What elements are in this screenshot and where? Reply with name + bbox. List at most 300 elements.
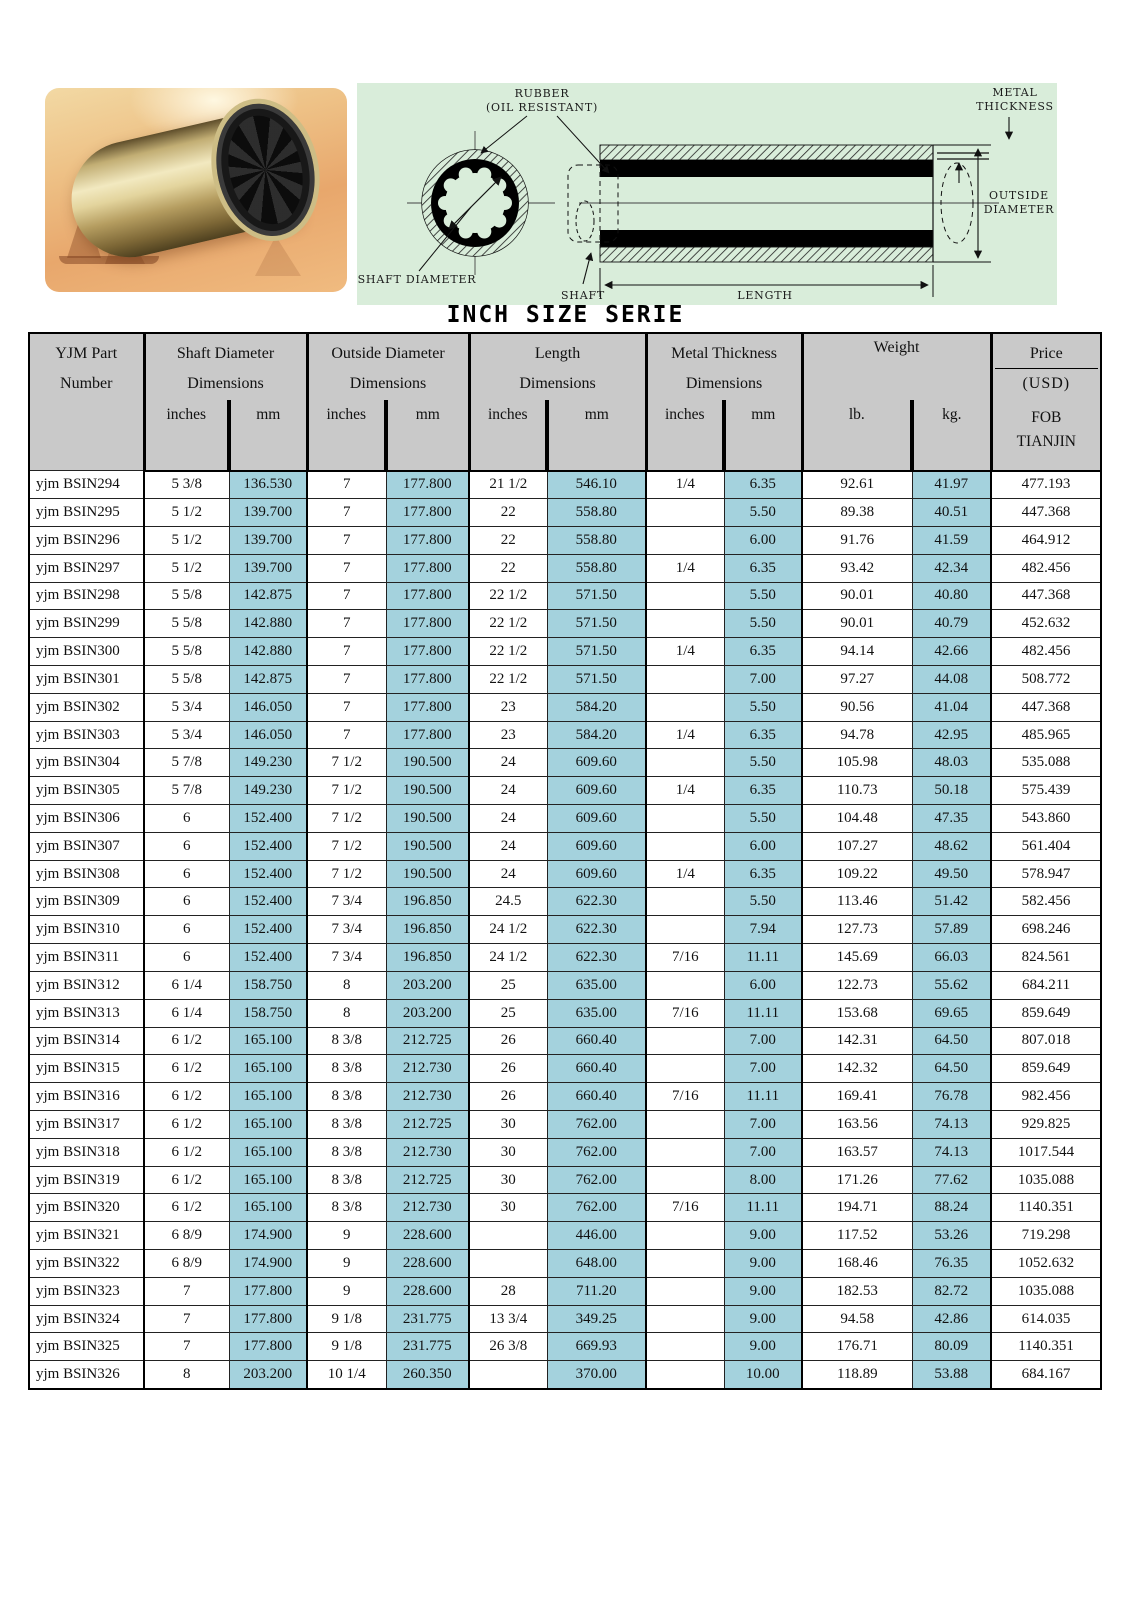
cell-outside-diameter-inches: 8 3/8 — [307, 1055, 386, 1083]
rubber-label-2: (OIL RESISTANT) — [485, 101, 599, 114]
cell-shaft-diameter-inches: 6 1/2 — [144, 1110, 229, 1138]
cell-metal-thickness-mm: 6.35 — [724, 471, 802, 499]
cell-outside-diameter-inches: 7 — [307, 665, 386, 693]
cell-shaft-diameter-mm: 142.875 — [229, 665, 307, 693]
cell-weight-lb: 94.58 — [802, 1305, 912, 1333]
cell-metal-thickness-inches — [646, 1222, 724, 1250]
cell-metal-thickness-mm: 5.50 — [724, 749, 802, 777]
cell-outside-diameter-mm: 177.800 — [386, 499, 469, 527]
cell-outside-diameter-mm: 190.500 — [386, 777, 469, 805]
cell-length-mm: 571.50 — [547, 665, 646, 693]
cell-shaft-diameter-mm: 152.400 — [229, 860, 307, 888]
cell-price-usd: 807.018 — [991, 1027, 1101, 1055]
cell-weight-lb: 153.68 — [802, 999, 912, 1027]
part-header-line1: YJM Part — [55, 345, 118, 362]
table-row — [29, 944, 1101, 972]
cell-shaft-diameter-inches: 6 1/4 — [144, 971, 229, 999]
table-row — [29, 1166, 1101, 1194]
cell-part-number: yjm BSIN313 — [29, 999, 144, 1027]
cell-part-number: yjm BSIN324 — [29, 1305, 144, 1333]
cell-weight-lb: 110.73 — [802, 777, 912, 805]
cell-weight-lb: 142.31 — [802, 1027, 912, 1055]
cell-part-number: yjm BSIN298 — [29, 582, 144, 610]
cell-weight-lb: 92.61 — [802, 471, 912, 499]
page-title: INCH SIZE SERIE — [446, 302, 685, 328]
cell-length-inches: 22 — [469, 526, 547, 554]
cell-weight-kg: 53.88 — [912, 1361, 991, 1389]
table-row — [29, 1250, 1101, 1278]
cell-outside-diameter-mm: 203.200 — [386, 999, 469, 1027]
cell-shaft-diameter-mm: 136.530 — [229, 471, 307, 499]
cell-metal-thickness-inches: 1/4 — [646, 721, 724, 749]
cell-price-usd: 447.368 — [991, 499, 1101, 527]
cell-metal-thickness-inches: 7/16 — [646, 999, 724, 1027]
cell-weight-kg: 41.04 — [912, 693, 991, 721]
cell-price-usd: 859.649 — [991, 999, 1101, 1027]
cell-shaft-diameter-mm: 139.700 — [229, 526, 307, 554]
cell-outside-diameter-inches: 9 — [307, 1250, 386, 1278]
cell-weight-kg: 57.89 — [912, 916, 991, 944]
table-row — [29, 471, 1101, 499]
cell-weight-kg: 53.26 — [912, 1222, 991, 1250]
cell-length-inches — [469, 1222, 547, 1250]
cell-length-inches: 26 — [469, 1083, 547, 1111]
cell-price-usd: 578.947 — [991, 860, 1101, 888]
cell-shaft-diameter-mm: 158.750 — [229, 971, 307, 999]
cell-length-mm: 584.20 — [547, 721, 646, 749]
cell-part-number: yjm BSIN314 — [29, 1027, 144, 1055]
cell-weight-kg: 50.18 — [912, 777, 991, 805]
table-row — [29, 1222, 1101, 1250]
cell-length-mm: 558.80 — [547, 526, 646, 554]
cell-shaft-diameter-inches: 5 1/2 — [144, 499, 229, 527]
cell-shaft-diameter-mm: 152.400 — [229, 916, 307, 944]
subheader-metal-mm: mm — [724, 400, 802, 471]
cell-metal-thickness-inches — [646, 1361, 724, 1389]
col-header-shaft-diameter: Shaft Diameter Dimensions — [144, 333, 307, 400]
cell-weight-lb: 122.73 — [802, 971, 912, 999]
cell-shaft-diameter-inches: 6 — [144, 916, 229, 944]
cell-metal-thickness-mm: 11.11 — [724, 999, 802, 1027]
cell-outside-diameter-mm: 190.500 — [386, 805, 469, 833]
cell-outside-diameter-mm: 228.600 — [386, 1222, 469, 1250]
cell-weight-lb: 163.57 — [802, 1138, 912, 1166]
cell-price-usd: 535.088 — [991, 749, 1101, 777]
cell-weight-kg: 77.62 — [912, 1166, 991, 1194]
cell-outside-diameter-mm: 212.725 — [386, 1027, 469, 1055]
cell-part-number: yjm BSIN306 — [29, 805, 144, 833]
cell-weight-lb: 93.42 — [802, 554, 912, 582]
cell-part-number: yjm BSIN310 — [29, 916, 144, 944]
cell-metal-thickness-mm: 6.00 — [724, 526, 802, 554]
cell-outside-diameter-mm: 196.850 — [386, 888, 469, 916]
cell-length-inches: 23 — [469, 721, 547, 749]
cell-price-usd: 684.167 — [991, 1361, 1101, 1389]
cell-metal-thickness-mm: 9.00 — [724, 1333, 802, 1361]
cell-weight-lb: 145.69 — [802, 944, 912, 972]
cell-part-number: yjm BSIN302 — [29, 693, 144, 721]
cell-metal-thickness-mm: 11.11 — [724, 1194, 802, 1222]
cell-shaft-diameter-mm: 149.230 — [229, 749, 307, 777]
col-header-length: Length Dimensions — [469, 333, 646, 400]
cell-part-number: yjm BSIN303 — [29, 721, 144, 749]
cell-metal-thickness-mm: 6.00 — [724, 971, 802, 999]
cell-length-mm: 762.00 — [547, 1194, 646, 1222]
subheader-shaft-inches: inches — [144, 400, 229, 471]
bushing-section-drawing — [357, 83, 1057, 305]
cell-length-inches: 30 — [469, 1194, 547, 1222]
cell-length-mm: 660.40 — [547, 1055, 646, 1083]
cell-outside-diameter-inches: 7 1/2 — [307, 777, 386, 805]
cell-price-usd: 1140.351 — [991, 1333, 1101, 1361]
table-row — [29, 693, 1101, 721]
cell-price-usd: 561.404 — [991, 832, 1101, 860]
table-row — [29, 665, 1101, 693]
cell-length-mm: 609.60 — [547, 805, 646, 833]
cell-length-inches: 24 1/2 — [469, 944, 547, 972]
cell-outside-diameter-mm: 177.800 — [386, 526, 469, 554]
cell-shaft-diameter-inches: 6 — [144, 888, 229, 916]
cell-length-mm: 660.40 — [547, 1083, 646, 1111]
cell-length-inches: 26 — [469, 1027, 547, 1055]
cell-outside-diameter-inches: 7 3/4 — [307, 916, 386, 944]
cell-shaft-diameter-inches: 6 — [144, 832, 229, 860]
cell-price-usd: 447.368 — [991, 693, 1101, 721]
cell-length-mm: 349.25 — [547, 1305, 646, 1333]
cell-shaft-diameter-mm: 142.880 — [229, 638, 307, 666]
cell-length-inches: 30 — [469, 1138, 547, 1166]
cell-length-inches: 24 — [469, 777, 547, 805]
shaft-label: SHAFT — [560, 289, 606, 302]
cell-outside-diameter-inches: 7 — [307, 582, 386, 610]
cell-weight-kg: 82.72 — [912, 1277, 991, 1305]
cell-length-mm: 370.00 — [547, 1361, 646, 1389]
cell-shaft-diameter-inches: 7 — [144, 1277, 229, 1305]
cell-length-mm: 558.80 — [547, 554, 646, 582]
cell-shaft-diameter-mm: 139.700 — [229, 554, 307, 582]
cell-metal-thickness-inches — [646, 805, 724, 833]
cell-outside-diameter-inches: 8 3/8 — [307, 1166, 386, 1194]
cell-length-inches: 13 3/4 — [469, 1305, 547, 1333]
cell-weight-lb: 109.22 — [802, 860, 912, 888]
cell-length-mm: 635.00 — [547, 971, 646, 999]
table-row — [29, 554, 1101, 582]
cell-outside-diameter-inches: 8 3/8 — [307, 1194, 386, 1222]
cell-part-number: yjm BSIN312 — [29, 971, 144, 999]
cell-metal-thickness-inches — [646, 1138, 724, 1166]
table-row — [29, 1110, 1101, 1138]
cell-length-inches: 28 — [469, 1277, 547, 1305]
cell-outside-diameter-mm: 177.800 — [386, 610, 469, 638]
cell-length-inches: 22 — [469, 499, 547, 527]
table-row — [29, 526, 1101, 554]
cell-shaft-diameter-inches: 5 3/8 — [144, 471, 229, 499]
cell-outside-diameter-mm: 231.775 — [386, 1305, 469, 1333]
cell-length-inches: 24 — [469, 805, 547, 833]
cell-price-usd: 684.211 — [991, 971, 1101, 999]
cell-part-number: yjm BSIN326 — [29, 1361, 144, 1389]
cell-outside-diameter-inches: 7 1/2 — [307, 749, 386, 777]
table-row — [29, 1083, 1101, 1111]
cell-metal-thickness-mm: 7.00 — [724, 1110, 802, 1138]
cell-price-usd: 482.456 — [991, 554, 1101, 582]
cell-weight-kg: 40.79 — [912, 610, 991, 638]
cell-metal-thickness-mm: 11.11 — [724, 944, 802, 972]
cell-length-mm: 609.60 — [547, 777, 646, 805]
cell-weight-kg: 69.65 — [912, 999, 991, 1027]
cell-part-number: yjm BSIN311 — [29, 944, 144, 972]
cell-outside-diameter-inches: 7 3/4 — [307, 888, 386, 916]
cell-weight-lb: 91.76 — [802, 526, 912, 554]
cell-part-number: yjm BSIN320 — [29, 1194, 144, 1222]
cell-metal-thickness-mm: 6.35 — [724, 638, 802, 666]
cell-length-mm: 609.60 — [547, 832, 646, 860]
cell-weight-kg: 64.50 — [912, 1055, 991, 1083]
cell-part-number: yjm BSIN317 — [29, 1110, 144, 1138]
cell-part-number: yjm BSIN300 — [29, 638, 144, 666]
table-row — [29, 1194, 1101, 1222]
cell-outside-diameter-inches: 8 3/8 — [307, 1027, 386, 1055]
cell-weight-kg: 42.34 — [912, 554, 991, 582]
cell-price-usd: 575.439 — [991, 777, 1101, 805]
col-header-outside-diameter: Outside Diameter Dimensions — [307, 333, 469, 400]
cell-weight-kg: 42.66 — [912, 638, 991, 666]
cell-metal-thickness-mm: 9.00 — [724, 1305, 802, 1333]
cell-metal-thickness-inches — [646, 526, 724, 554]
cell-metal-thickness-mm: 5.50 — [724, 888, 802, 916]
cell-part-number: yjm BSIN296 — [29, 526, 144, 554]
cell-length-mm: 546.10 — [547, 471, 646, 499]
cell-length-inches: 22 1/2 — [469, 582, 547, 610]
cell-weight-kg: 40.80 — [912, 582, 991, 610]
cell-length-mm: 622.30 — [547, 888, 646, 916]
cell-metal-thickness-inches — [646, 1110, 724, 1138]
cell-weight-lb: 94.14 — [802, 638, 912, 666]
cell-price-usd: 1017.544 — [991, 1138, 1101, 1166]
cell-price-usd: 477.193 — [991, 471, 1101, 499]
cell-weight-kg: 74.13 — [912, 1138, 991, 1166]
cell-metal-thickness-inches — [646, 916, 724, 944]
cell-outside-diameter-inches: 7 3/4 — [307, 944, 386, 972]
cell-shaft-diameter-inches: 6 1/4 — [144, 999, 229, 1027]
cell-weight-kg: 41.59 — [912, 526, 991, 554]
cell-metal-thickness-mm: 5.50 — [724, 805, 802, 833]
table-row — [29, 832, 1101, 860]
cell-outside-diameter-mm: 177.800 — [386, 582, 469, 610]
cell-weight-lb: 90.56 — [802, 693, 912, 721]
cell-length-mm: 669.93 — [547, 1333, 646, 1361]
cell-metal-thickness-mm: 7.00 — [724, 665, 802, 693]
cell-weight-kg: 48.03 — [912, 749, 991, 777]
cell-weight-kg: 64.50 — [912, 1027, 991, 1055]
cell-outside-diameter-mm: 190.500 — [386, 832, 469, 860]
cell-outside-diameter-inches: 7 — [307, 693, 386, 721]
cell-price-usd: 1035.088 — [991, 1166, 1101, 1194]
cell-length-inches — [469, 1361, 547, 1389]
subheader-weight-kg: kg. — [912, 400, 991, 471]
cell-length-inches: 30 — [469, 1166, 547, 1194]
cell-shaft-diameter-mm: 152.400 — [229, 832, 307, 860]
cell-metal-thickness-mm: 11.11 — [724, 1083, 802, 1111]
subheader-length-inches: inches — [469, 400, 547, 471]
cell-weight-lb: 171.26 — [802, 1166, 912, 1194]
cell-price-usd: 485.965 — [991, 721, 1101, 749]
cell-shaft-diameter-inches: 5 5/8 — [144, 610, 229, 638]
cell-length-inches: 23 — [469, 693, 547, 721]
table-row — [29, 971, 1101, 999]
cell-length-mm: 635.00 — [547, 999, 646, 1027]
cell-weight-lb: 163.56 — [802, 1110, 912, 1138]
cell-outside-diameter-inches: 8 3/8 — [307, 1083, 386, 1111]
cell-length-inches: 21 1/2 — [469, 471, 547, 499]
cell-outside-diameter-mm: 212.730 — [386, 1055, 469, 1083]
cell-price-usd: 582.456 — [991, 888, 1101, 916]
cell-shaft-diameter-inches: 6 1/2 — [144, 1055, 229, 1083]
cell-metal-thickness-inches: 1/4 — [646, 860, 724, 888]
cell-shaft-diameter-mm: 165.100 — [229, 1194, 307, 1222]
cell-weight-lb: 104.48 — [802, 805, 912, 833]
cell-shaft-diameter-inches: 6 8/9 — [144, 1222, 229, 1250]
cell-weight-kg: 80.09 — [912, 1333, 991, 1361]
cell-outside-diameter-mm: 212.725 — [386, 1166, 469, 1194]
cell-weight-kg: 47.35 — [912, 805, 991, 833]
cell-metal-thickness-inches — [646, 610, 724, 638]
cell-weight-lb: 168.46 — [802, 1250, 912, 1278]
cell-part-number: yjm BSIN301 — [29, 665, 144, 693]
cell-price-usd: 1052.632 — [991, 1250, 1101, 1278]
subheader-outside-mm: mm — [386, 400, 469, 471]
cell-length-mm: 571.50 — [547, 610, 646, 638]
cell-price-usd: 543.860 — [991, 805, 1101, 833]
spec-table-body — [29, 471, 1101, 1389]
cell-shaft-diameter-inches: 6 1/2 — [144, 1166, 229, 1194]
cell-part-number: yjm BSIN305 — [29, 777, 144, 805]
cell-part-number: yjm BSIN319 — [29, 1166, 144, 1194]
cell-length-inches: 24 — [469, 860, 547, 888]
cell-shaft-diameter-inches: 5 1/2 — [144, 554, 229, 582]
cell-metal-thickness-mm: 6.35 — [724, 860, 802, 888]
cell-shaft-diameter-inches: 5 1/2 — [144, 526, 229, 554]
cell-outside-diameter-inches: 7 1/2 — [307, 805, 386, 833]
cell-weight-kg: 51.42 — [912, 888, 991, 916]
cell-length-inches: 25 — [469, 999, 547, 1027]
cell-outside-diameter-inches: 7 — [307, 554, 386, 582]
cell-length-mm: 609.60 — [547, 749, 646, 777]
cell-length-mm: 584.20 — [547, 693, 646, 721]
cell-price-usd: 929.825 — [991, 1110, 1101, 1138]
cell-outside-diameter-inches: 7 1/2 — [307, 832, 386, 860]
cell-outside-diameter-mm: 212.730 — [386, 1083, 469, 1111]
cell-shaft-diameter-mm: 146.050 — [229, 693, 307, 721]
cell-metal-thickness-inches: 7/16 — [646, 1194, 724, 1222]
cell-metal-thickness-mm: 6.35 — [724, 777, 802, 805]
cell-weight-kg: 66.03 — [912, 944, 991, 972]
cell-length-mm: 622.30 — [547, 916, 646, 944]
table-row — [29, 1333, 1101, 1361]
technical-diagram — [357, 83, 1057, 305]
cell-metal-thickness-inches — [646, 749, 724, 777]
cell-part-number: yjm BSIN307 — [29, 832, 144, 860]
cell-shaft-diameter-inches: 5 5/8 — [144, 582, 229, 610]
table-row — [29, 777, 1101, 805]
cell-outside-diameter-inches: 9 1/8 — [307, 1333, 386, 1361]
col-header-metal-thickness: Metal Thickness Dimensions — [646, 333, 802, 400]
cell-price-usd: 464.912 — [991, 526, 1101, 554]
cell-shaft-diameter-mm: 152.400 — [229, 888, 307, 916]
cell-length-mm: 558.80 — [547, 499, 646, 527]
cell-shaft-diameter-mm: 165.100 — [229, 1166, 307, 1194]
cell-shaft-diameter-inches: 5 5/8 — [144, 665, 229, 693]
cell-shaft-diameter-mm: 165.100 — [229, 1055, 307, 1083]
cell-shaft-diameter-inches: 7 — [144, 1333, 229, 1361]
metal-thickness-label-2: THICKNESS — [976, 100, 1054, 113]
cell-price-usd: 614.035 — [991, 1305, 1101, 1333]
shaft-diameter-label: SHAFT DIAMETER — [357, 273, 477, 286]
cell-shaft-diameter-mm: 149.230 — [229, 777, 307, 805]
cell-metal-thickness-inches — [646, 888, 724, 916]
cell-shaft-diameter-mm: 177.800 — [229, 1305, 307, 1333]
cell-metal-thickness-inches: 7/16 — [646, 944, 724, 972]
table-row — [29, 1277, 1101, 1305]
cell-shaft-diameter-mm: 146.050 — [229, 721, 307, 749]
table-row — [29, 888, 1101, 916]
cell-weight-lb: 176.71 — [802, 1333, 912, 1361]
cell-shaft-diameter-mm: 165.100 — [229, 1083, 307, 1111]
cell-weight-lb: 117.52 — [802, 1222, 912, 1250]
cell-length-mm: 660.40 — [547, 1027, 646, 1055]
cell-outside-diameter-inches: 8 3/8 — [307, 1138, 386, 1166]
cell-outside-diameter-mm: 260.350 — [386, 1361, 469, 1389]
cell-metal-thickness-mm: 9.00 — [724, 1250, 802, 1278]
cell-metal-thickness-mm: 7.94 — [724, 916, 802, 944]
cell-price-usd: 698.246 — [991, 916, 1101, 944]
cell-weight-kg: 76.78 — [912, 1083, 991, 1111]
cell-weight-kg: 42.86 — [912, 1305, 991, 1333]
cell-metal-thickness-mm: 7.00 — [724, 1027, 802, 1055]
cell-weight-lb: 169.41 — [802, 1083, 912, 1111]
table-header-row-units — [29, 400, 1101, 471]
cell-shaft-diameter-inches: 6 — [144, 944, 229, 972]
cell-outside-diameter-inches: 7 — [307, 526, 386, 554]
cell-shaft-diameter-mm: 174.900 — [229, 1222, 307, 1250]
cell-shaft-diameter-inches: 8 — [144, 1361, 229, 1389]
subheader-length-mm: mm — [547, 400, 646, 471]
cell-weight-lb: 94.78 — [802, 721, 912, 749]
cell-price-usd: 508.772 — [991, 665, 1101, 693]
cell-outside-diameter-mm: 177.800 — [386, 638, 469, 666]
cell-metal-thickness-mm: 5.50 — [724, 693, 802, 721]
cell-weight-lb: 107.27 — [802, 832, 912, 860]
cell-outside-diameter-inches: 10 1/4 — [307, 1361, 386, 1389]
cell-metal-thickness-inches — [646, 499, 724, 527]
cell-outside-diameter-mm: 228.600 — [386, 1250, 469, 1278]
cell-metal-thickness-inches: 1/4 — [646, 638, 724, 666]
table-row — [29, 1027, 1101, 1055]
cell-shaft-diameter-inches: 6 — [144, 860, 229, 888]
outside-diameter-label: OUTSIDE — [989, 189, 1049, 202]
cell-part-number: yjm BSIN322 — [29, 1250, 144, 1278]
cell-part-number: yjm BSIN297 — [29, 554, 144, 582]
cell-shaft-diameter-mm: 139.700 — [229, 499, 307, 527]
cell-metal-thickness-inches: 1/4 — [646, 471, 724, 499]
col-header-part-number — [29, 333, 144, 471]
cell-outside-diameter-mm: 177.800 — [386, 665, 469, 693]
cell-weight-kg: 41.97 — [912, 471, 991, 499]
cell-outside-diameter-inches: 9 — [307, 1222, 386, 1250]
cell-metal-thickness-mm: 7.00 — [724, 1055, 802, 1083]
cell-weight-lb: 105.98 — [802, 749, 912, 777]
cell-metal-thickness-mm: 6.35 — [724, 721, 802, 749]
